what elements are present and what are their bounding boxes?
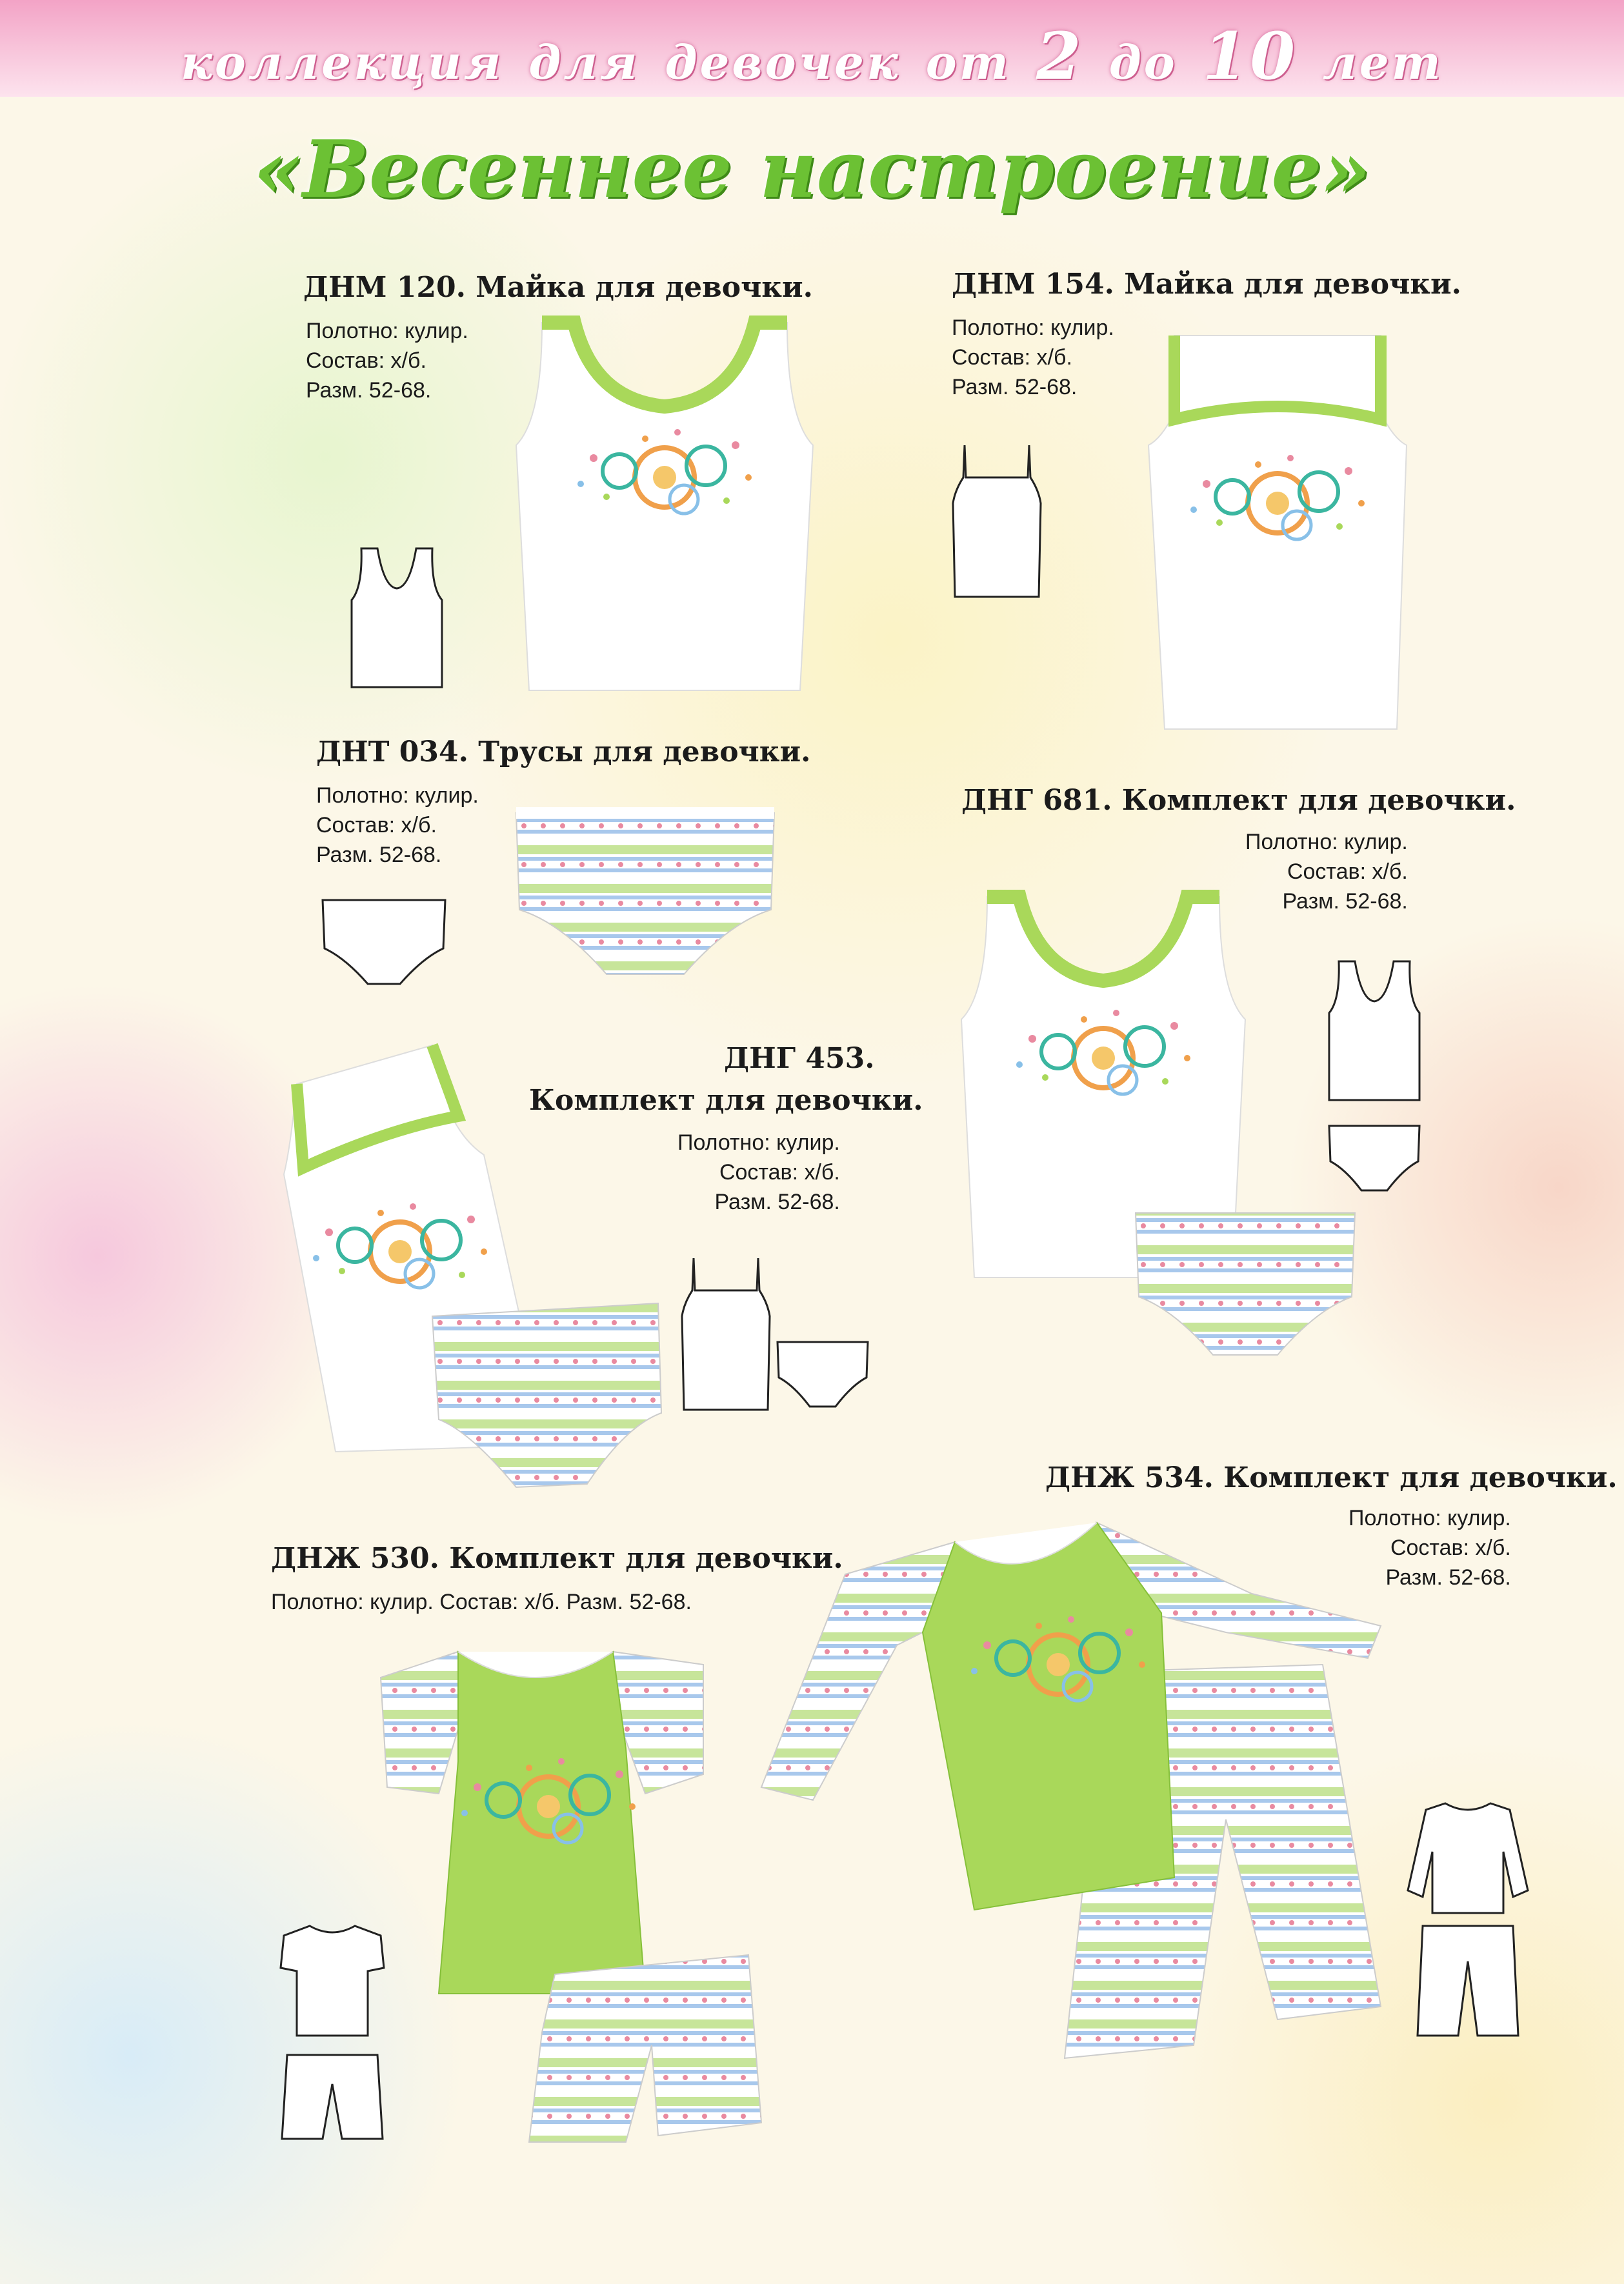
spec-sizes: Разм. 52-68. xyxy=(1385,1565,1511,1590)
product-title-dnzh534: ДНЖ 534. Комплект для девочки. xyxy=(1045,1461,1618,1494)
spec-sizes: Разм. 52-68. xyxy=(306,378,432,403)
banner-text xyxy=(0,18,1624,94)
camisole-sketch-dng453 xyxy=(681,1258,771,1413)
tank-top-sketch-dnm120 xyxy=(348,548,445,690)
spec-fabric: Полотно: кулир. xyxy=(306,319,468,343)
pajama-photo-dnzh530 xyxy=(368,1632,761,2142)
pajama-photo-dnzh534 xyxy=(761,1516,1381,2084)
product-spec-dnt034 xyxy=(316,781,479,870)
product-spec-dnm154 xyxy=(952,313,1114,402)
pajama-shorts-sketch-dnzh530 xyxy=(281,2052,384,2142)
spec-sizes: Разм. 52-68. xyxy=(316,843,442,867)
spec-fabric: Полотно: кулир. xyxy=(952,316,1114,340)
camisole-photo-dnm154 xyxy=(1148,336,1407,736)
pajama-top-sketch-dnzh534 xyxy=(1407,1800,1529,1916)
product-title-dnm120: ДНМ 120. Майка для девочки. xyxy=(303,271,814,304)
spec-sizes: Разм. 52-68. xyxy=(714,1190,840,1214)
product-title-dng453: Комплект для девочки. xyxy=(529,1084,923,1117)
spec-fabric: Полотно: кулир. xyxy=(1245,830,1408,854)
spec-sizes: Разм. 52-68. xyxy=(952,375,1078,399)
collection-title: «Весеннее настроение» xyxy=(253,123,1371,215)
spec-composition: Состав: х/б. xyxy=(1390,1536,1511,1560)
briefs-photo-dnt034 xyxy=(516,806,774,987)
banner-age-from: 2 xyxy=(1036,18,1084,94)
spec-fabric: Полотно: кулир. xyxy=(1348,1506,1511,1530)
tank-top-sketch-dng681 xyxy=(1326,961,1423,1103)
pajama-pants-sketch-dnzh534 xyxy=(1416,1923,1519,2039)
product-spec-dnzh530: Полотно: кулир. Состав: х/б. Разм. 52-68. xyxy=(271,1590,692,1614)
briefs-photo-dng681 xyxy=(1136,1207,1355,1361)
briefs-sketch-dnt034 xyxy=(319,897,448,987)
product-title-dnzh530: ДНЖ 530. Комплект для девочки. xyxy=(271,1542,843,1575)
briefs-photo-dng453 xyxy=(432,1303,665,1490)
product-spec-dng453 xyxy=(677,1128,840,1217)
spec-composition: Состав: х/б. xyxy=(306,348,426,373)
banner-middle: до xyxy=(1108,35,1178,90)
briefs-sketch-dng681 xyxy=(1326,1123,1423,1194)
spec-fabric: Полотно: кулир. xyxy=(316,783,479,808)
product-title-dnt034: ДНТ 034. Трусы для девочки. xyxy=(316,736,811,768)
spec-sizes: Разм. 52-68. xyxy=(1282,889,1408,914)
pajama-top-sketch-dnzh530 xyxy=(277,1923,387,2039)
spec-composition: Состав: х/б. xyxy=(316,813,437,837)
banner-suffix: лет xyxy=(1323,35,1443,90)
product-spec-dng681 xyxy=(1245,827,1408,916)
briefs-sketch-dng453 xyxy=(774,1339,871,1410)
header-banner xyxy=(0,0,1624,97)
spec-composition: Состав: х/б. xyxy=(1287,859,1408,884)
spec-composition: Состав: х/б. xyxy=(719,1160,840,1185)
spec-composition: Состав: х/б. xyxy=(952,345,1072,370)
banner-prefix: коллекция для девочек от xyxy=(181,35,1011,90)
product-spec-dnm120 xyxy=(306,316,468,405)
banner-age-to: 10 xyxy=(1202,18,1298,94)
product-title-dng681: ДНГ 681. Комплект для девочки. xyxy=(961,784,1516,817)
tank-top-photo-dnm120 xyxy=(516,323,813,697)
product-code-dng453: ДНГ 453. xyxy=(724,1042,875,1075)
camisole-sketch-dnm154 xyxy=(952,445,1042,600)
product-title-dnm154: ДНМ 154. Майка для девочки. xyxy=(952,268,1462,301)
spec-fabric: Полотно: кулир. xyxy=(677,1130,840,1155)
